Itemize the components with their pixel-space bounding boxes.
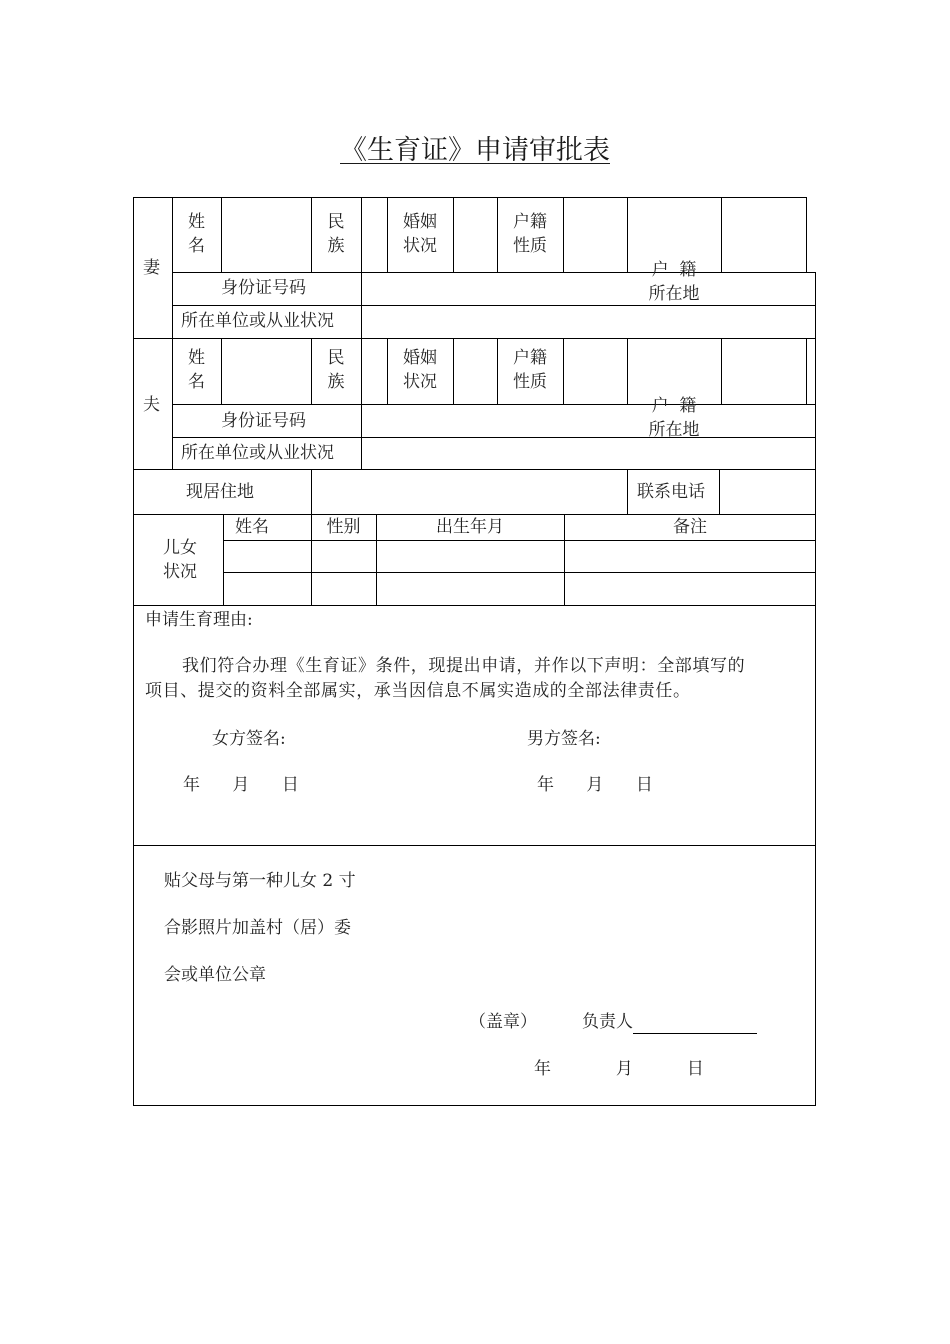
children-header-name: 姓名: [235, 517, 269, 537]
husband-name-field[interactable]: [222, 339, 311, 404]
residence-field[interactable]: [312, 470, 627, 514]
seal-label: （盖章）: [469, 1012, 537, 1032]
husband-id-field[interactable]: [362, 405, 815, 437]
wife-ethnicity-label: 民 族: [327, 212, 345, 256]
children-header-remarks: 备注: [673, 517, 707, 537]
children-label: 儿女 状况: [163, 538, 197, 582]
photo-instruction-line-3: 会或单位公章: [164, 965, 266, 985]
declaration-line-1: 我们符合办理《生育证》条件，现提出申请，并作以下声明：全部填写的: [182, 656, 746, 676]
husband-name-label: 姓 名: [188, 348, 205, 392]
husband-work-label: 所在单位或从业状况: [181, 443, 334, 463]
children-row[interactable]: [224, 541, 815, 572]
wife-name-label: 姓 名: [188, 212, 205, 256]
phone-field[interactable]: [720, 470, 815, 514]
children-header-gender: 性别: [326, 517, 361, 537]
wife-group-label: 妻: [143, 258, 160, 278]
wife-hukou-location-field[interactable]: [722, 198, 806, 272]
wife-id-label: 身份证号码: [221, 278, 306, 298]
husband-hukou-type-label: 户籍 性质: [513, 348, 547, 392]
phone-label: 联系电话: [637, 482, 705, 502]
wife-marital-label: 婚姻 状况: [403, 212, 437, 256]
photo-instruction-line-2: 合影照片加盖村（居）委: [164, 918, 351, 938]
wife-marital-field[interactable]: [454, 198, 497, 272]
female-signature-label: 女方签名:: [212, 729, 286, 749]
male-signature-label: 男方签名:: [527, 729, 601, 749]
husband-ethnicity-field[interactable]: [362, 339, 387, 404]
husband-marital-field[interactable]: [454, 339, 497, 404]
wife-hukou-type-field[interactable]: [564, 198, 627, 272]
husband-marital-label: 婚姻 状况: [403, 348, 437, 392]
wife-id-field[interactable]: [362, 273, 815, 305]
wife-name-field[interactable]: [222, 198, 311, 272]
husband-id-label: 身份证号码: [221, 411, 306, 431]
photo-instruction-line-1: 贴父母与第一种儿女 2 寸: [164, 871, 356, 891]
residence-label: 现居住地: [186, 482, 254, 502]
seal-date: 年 月 日: [534, 1059, 704, 1079]
responsible-person-label: 负责人: [582, 1010, 757, 1034]
responsible-signature-line[interactable]: [633, 1015, 757, 1034]
husband-work-field[interactable]: [362, 438, 815, 469]
male-signature-date: 年 月 日: [537, 775, 653, 795]
husband-hukou-location-label: 户 籍 所在地: [648, 396, 700, 440]
male-signature-field[interactable]: [610, 724, 800, 752]
wife-hukou-type-label: 户籍 性质: [513, 212, 547, 256]
reason-heading: 申请生育理由:: [145, 610, 253, 630]
wife-hukou-location-label: 户 籍 所在地: [648, 260, 700, 304]
husband-hukou-type-field[interactable]: [564, 339, 627, 404]
declaration-line-2: 项目、提交的资料全部属实，承当因信息不属实造成的全部法律责任。: [145, 681, 691, 701]
children-row[interactable]: [224, 573, 815, 605]
husband-hukou-location-field[interactable]: [722, 339, 806, 404]
children-header-birth: 出生年月: [436, 517, 504, 537]
female-signature-date: 年 月 日: [183, 775, 299, 795]
wife-work-label: 所在单位或从业状况: [181, 311, 334, 331]
female-signature-field[interactable]: [295, 724, 495, 752]
husband-ethnicity-label: 民 族: [327, 348, 345, 392]
wife-ethnicity-field[interactable]: [362, 198, 387, 272]
wife-work-field[interactable]: [362, 306, 815, 338]
husband-group-label: 夫: [143, 395, 160, 415]
form-title: 《生育证》申请审批表: [340, 135, 610, 166]
